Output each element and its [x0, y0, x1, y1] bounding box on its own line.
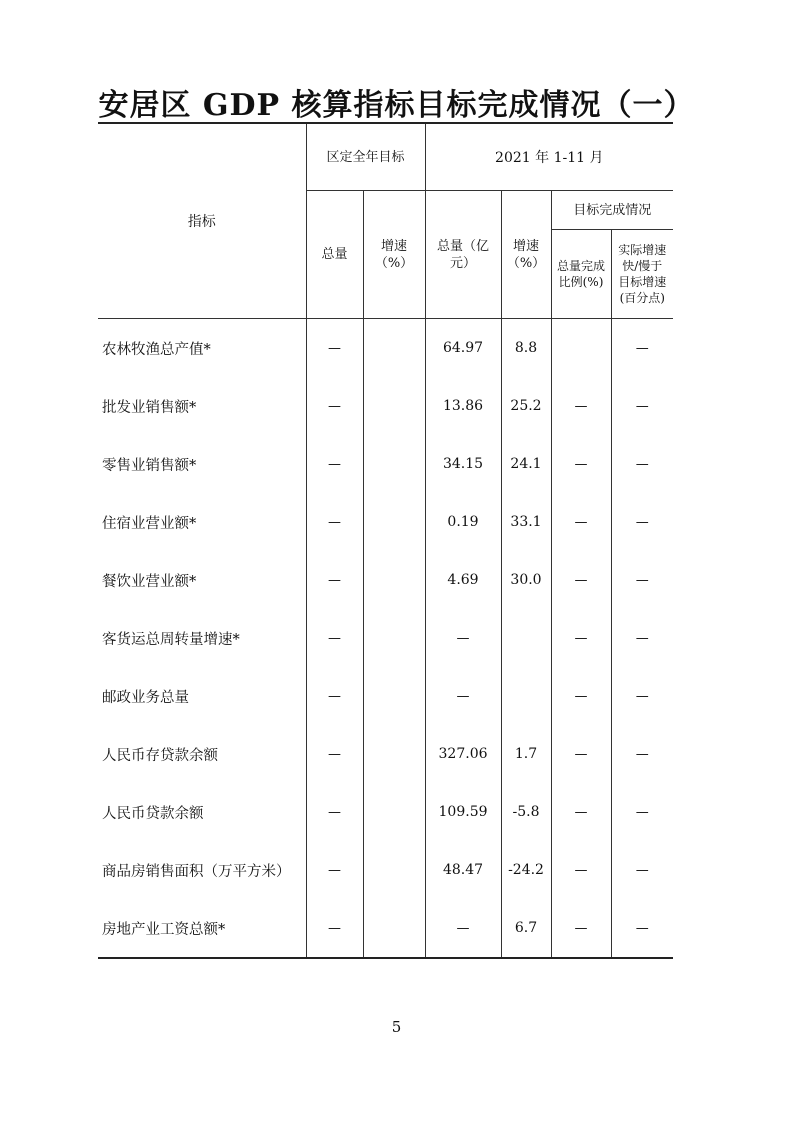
target-growth-cell — [363, 435, 425, 493]
actual-total-label-1: 总量（亿 — [437, 238, 490, 254]
table-row — [98, 783, 673, 841]
actual-growth-label-1: 增速 — [513, 238, 540, 254]
ratio-label-1: 总量完成 — [557, 259, 606, 273]
ratio-cell: — — [551, 609, 611, 667]
target-growth-cell — [363, 551, 425, 609]
target-growth-label-1: 增速 — [381, 238, 408, 254]
table-row — [98, 841, 673, 899]
actual-growth-cell: 25.2 — [501, 377, 551, 435]
indicator-header — [98, 123, 306, 319]
diff-cell: — — [611, 783, 673, 841]
target-total-cell: — — [306, 493, 363, 551]
actual-growth-cell: -24.2 — [501, 841, 551, 899]
row-name: 邮政业务总量 — [102, 689, 189, 706]
ratio-cell: — — [551, 667, 611, 725]
actual-growth-header — [501, 191, 551, 319]
ratio-cell: — — [551, 377, 611, 435]
target-growth-label-2: （%） — [374, 255, 414, 271]
row-name: 客货运总周转量增速* — [102, 631, 240, 648]
row-name: 农林牧渔总产值* — [102, 341, 211, 358]
actual-growth-cell — [501, 609, 551, 667]
target-total-cell: — — [306, 841, 363, 899]
actual-growth-cell: 6.7 — [501, 899, 551, 958]
annual-target-label: 区定全年目标 — [326, 149, 405, 165]
actual-growth-cell: 30.0 — [501, 551, 551, 609]
annual-target-header — [306, 123, 425, 191]
target-total-header — [306, 191, 363, 319]
target-completion-header — [551, 191, 673, 230]
ratio-cell: — — [551, 493, 611, 551]
table-row — [98, 667, 673, 725]
header-row-1 — [98, 123, 673, 191]
actual-growth-cell — [501, 667, 551, 725]
period-label: 2021 年 1-11 月 — [495, 150, 604, 166]
target-growth-cell — [363, 725, 425, 783]
target-total-cell: — — [306, 899, 363, 958]
target-completion-label: 目标完成情况 — [573, 202, 652, 218]
ratio-cell: — — [551, 435, 611, 493]
diff-cell: — — [611, 377, 673, 435]
ratio-cell: — — [551, 551, 611, 609]
diff-cell: — — [611, 725, 673, 783]
diff-cell: — — [611, 551, 673, 609]
target-total-cell: — — [306, 725, 363, 783]
row-name: 房地产业工资总额* — [98, 899, 306, 958]
target-total-cell: — — [306, 667, 363, 725]
table-row — [98, 377, 673, 435]
page-number: 5 — [391, 1018, 402, 1036]
table-row — [98, 551, 673, 609]
target-growth-cell — [363, 841, 425, 899]
diff-cell: — — [611, 899, 673, 958]
diff-cell: — — [611, 841, 673, 899]
diff-cell: — — [611, 319, 673, 378]
table-row — [98, 435, 673, 493]
actual-growth-cell: -5.8 — [501, 783, 551, 841]
diff-cell: — — [611, 609, 673, 667]
actual-growth-cell: 1.7 — [501, 725, 551, 783]
actual-total-cell: 327.06 — [425, 725, 501, 783]
target-total-label: 总量 — [321, 247, 348, 262]
target-total-cell: — — [306, 319, 363, 378]
ratio-cell — [551, 319, 611, 378]
actual-total-cell: 0.19 — [425, 493, 501, 551]
actual-total-header — [425, 191, 501, 319]
page-title: 安居区 GDP 核算指标目标完成情况（一） — [98, 88, 695, 123]
row-name: 餐饮业营业额* — [102, 573, 197, 590]
actual-growth-cell: 33.1 — [501, 493, 551, 551]
target-growth-cell — [363, 319, 425, 378]
target-total-cell: — — [306, 783, 363, 841]
target-total-cell: — — [306, 377, 363, 435]
gdp-target-table — [98, 122, 673, 959]
ratio-label-2: 比例(%) — [558, 275, 604, 289]
target-total-cell: — — [306, 551, 363, 609]
target-growth-cell — [363, 609, 425, 667]
actual-total-cell: 109.59 — [425, 783, 501, 841]
ratio-cell: — — [551, 899, 611, 958]
actual-total-cell: — — [425, 899, 501, 958]
actual-total-cell: 48.47 — [425, 841, 501, 899]
table-row — [98, 725, 673, 783]
period-header — [425, 123, 673, 191]
actual-total-cell: 34.15 — [425, 435, 501, 493]
table-row — [98, 493, 673, 551]
diff-cell: — — [611, 493, 673, 551]
row-name: 人民币存贷款余额 — [102, 747, 218, 764]
target-growth-cell — [363, 783, 425, 841]
target-growth-cell — [363, 377, 425, 435]
diff-label-3: 目标增速 — [618, 275, 667, 289]
row-name: 零售业销售额* — [102, 457, 197, 474]
diff-cell: — — [611, 667, 673, 725]
target-growth-cell — [363, 899, 425, 958]
ratio-cell: — — [551, 841, 611, 899]
actual-growth-cell: 8.8 — [501, 319, 551, 378]
table-row — [98, 319, 673, 378]
target-growth-cell — [363, 667, 425, 725]
row-name: 批发业销售额* — [102, 399, 197, 416]
actual-growth-label-2: （%） — [506, 255, 546, 271]
actual-total-cell: — — [425, 609, 501, 667]
target-total-cell: — — [306, 435, 363, 493]
ratio-header — [551, 230, 611, 319]
ratio-cell: — — [551, 725, 611, 783]
target-growth-header — [363, 191, 425, 319]
row-name: 住宿业营业额* — [102, 515, 197, 532]
diff-label-1: 实际增速 — [618, 243, 667, 257]
actual-total-cell: — — [425, 667, 501, 725]
diff-label-2: 快/慢于 — [622, 259, 663, 273]
actual-growth-cell: 24.1 — [501, 435, 551, 493]
actual-total-cell: 4.69 — [425, 551, 501, 609]
actual-total-cell: 64.97 — [425, 319, 501, 378]
row-name: 商品房销售面积（万平方米） — [102, 863, 291, 880]
ratio-cell: — — [551, 783, 611, 841]
diff-header — [611, 230, 673, 319]
actual-total-cell: 13.86 — [425, 377, 501, 435]
indicator-header-label: 指标 — [187, 214, 216, 230]
actual-total-label-2: 元） — [450, 255, 477, 271]
row-name: 人民币贷款余额 — [102, 805, 204, 822]
target-total-cell: — — [306, 609, 363, 667]
diff-cell: — — [611, 435, 673, 493]
target-growth-cell — [363, 493, 425, 551]
table-row — [98, 899, 673, 958]
diff-label-4: (百分点) — [619, 291, 665, 305]
table-row — [98, 609, 673, 667]
